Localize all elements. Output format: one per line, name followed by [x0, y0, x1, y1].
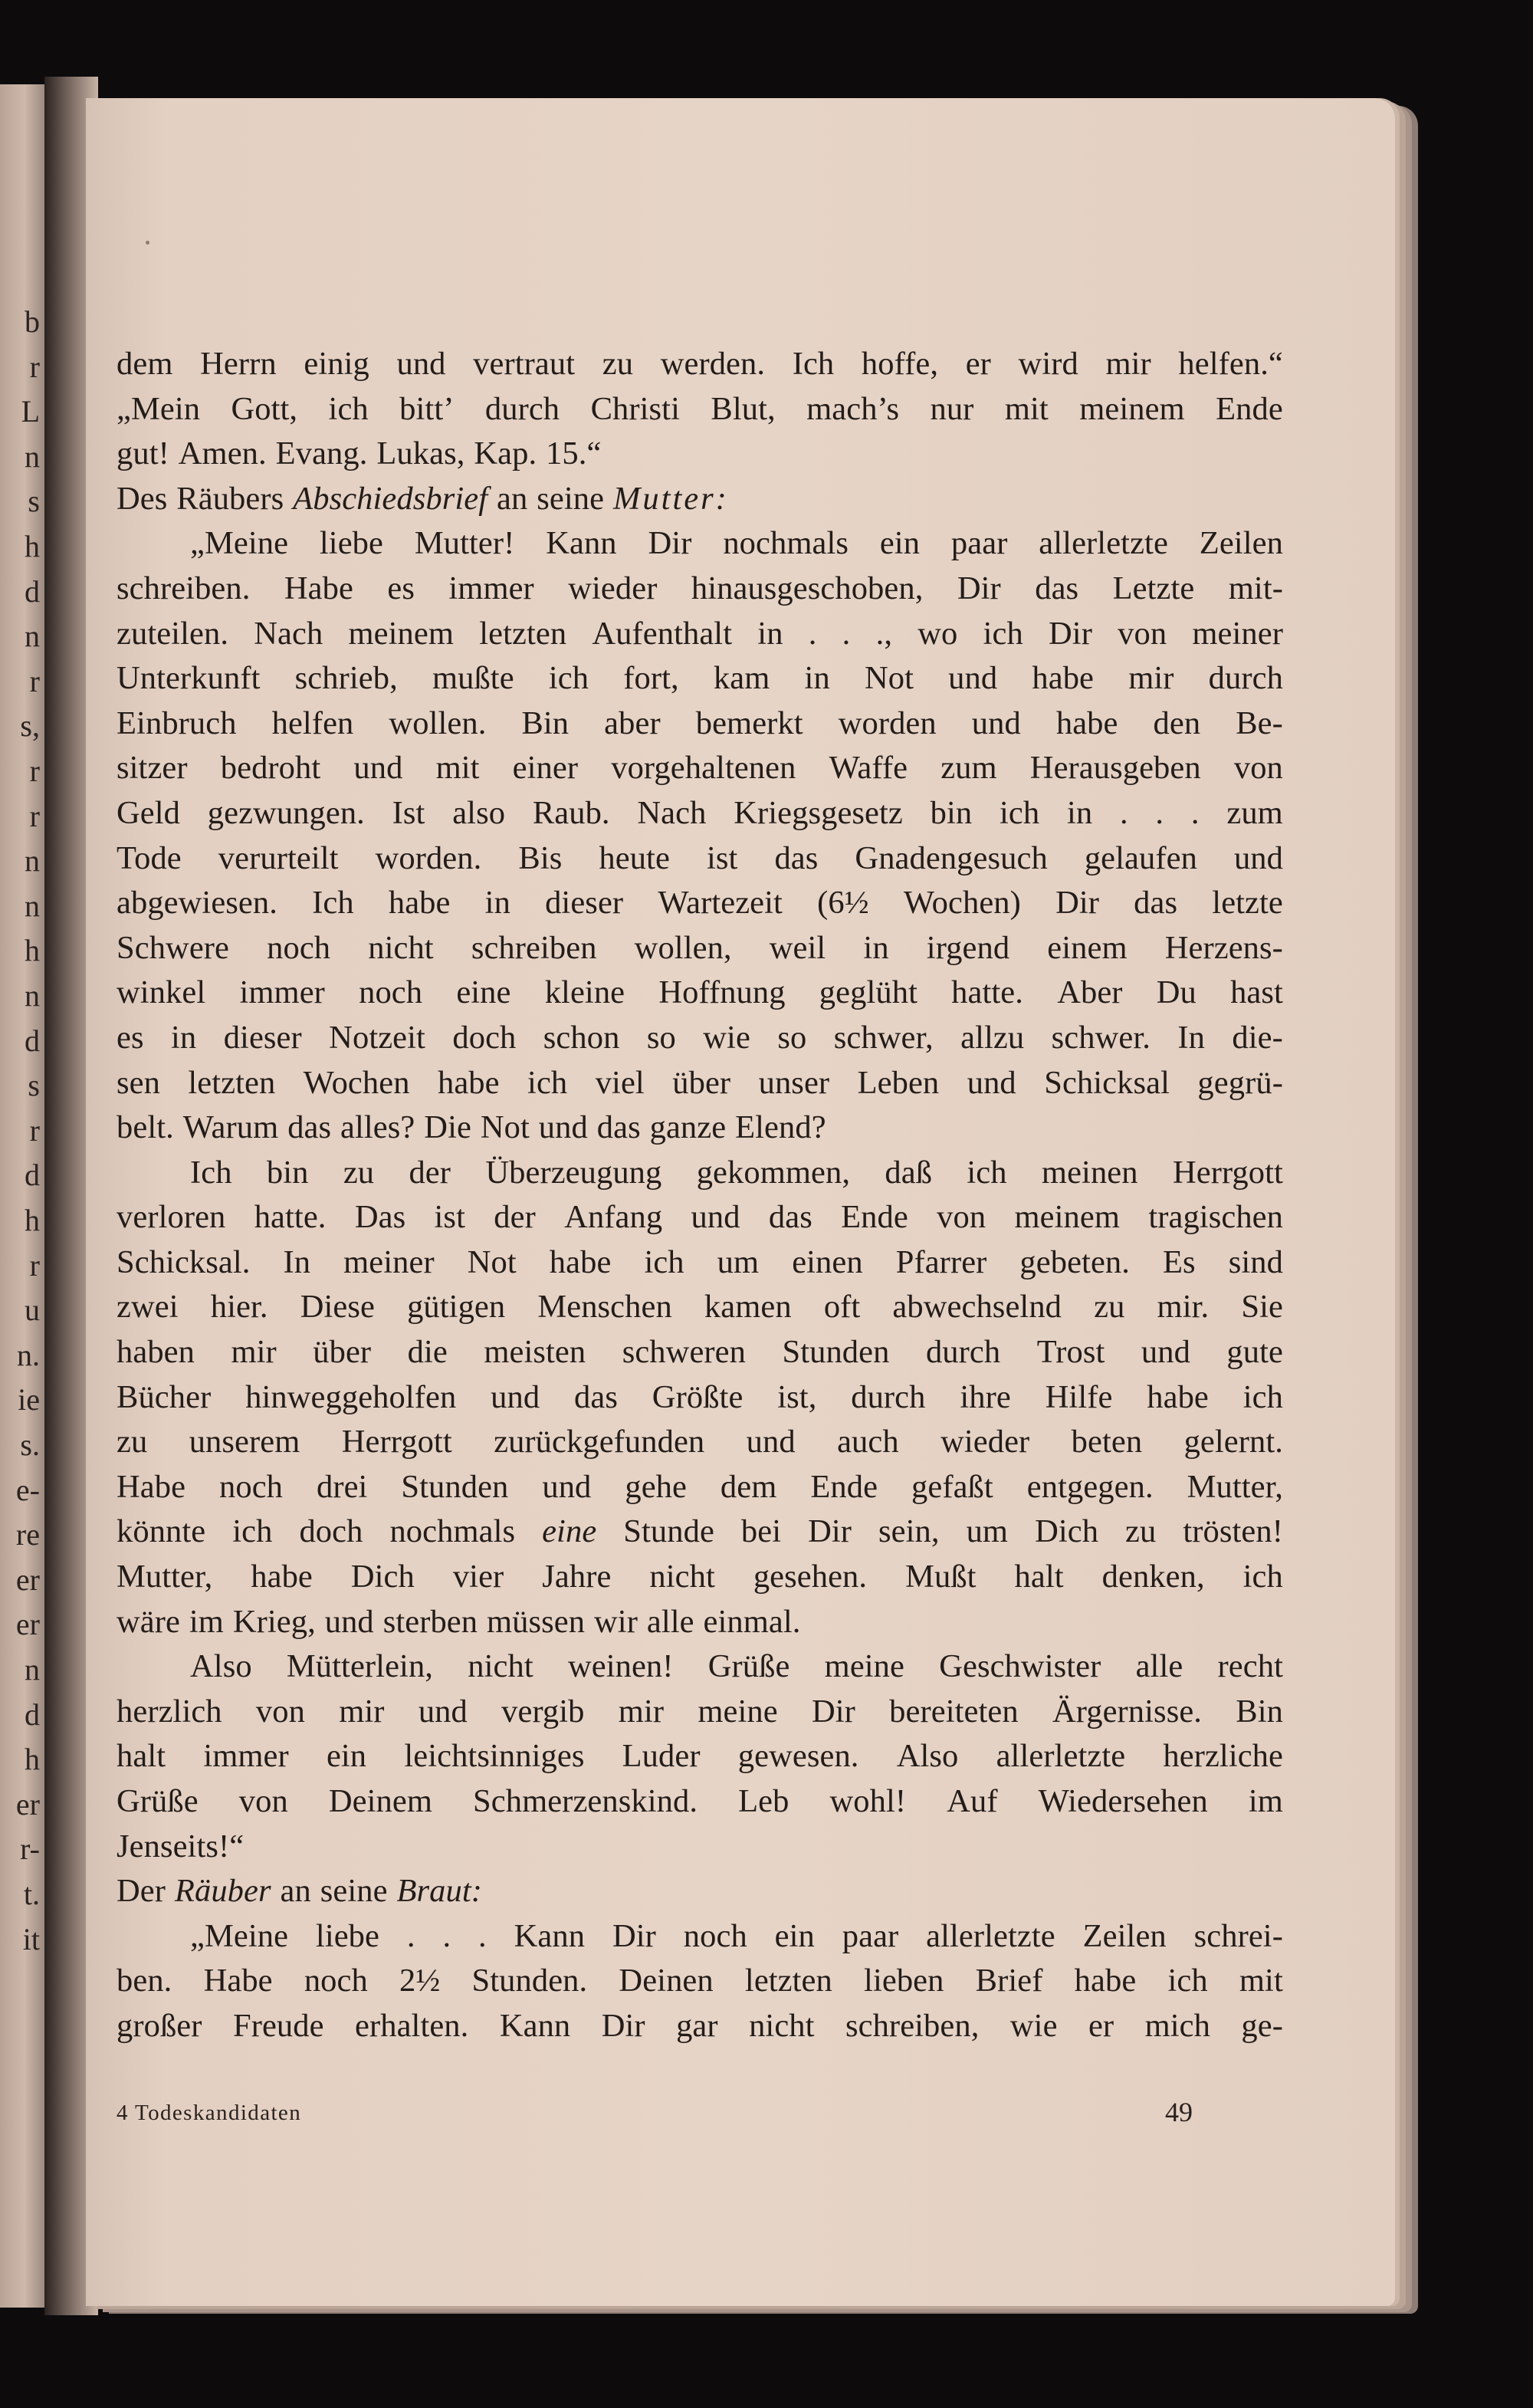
text-line: Schicksal. In meiner Not habe ich um einen Pfarrer gebeten. Es sind	[117, 1243, 1283, 1280]
prev-page-fragment: e-	[15, 1472, 40, 1507]
text-line: Des Räubers Abschiedsbrief an seine Mutter:	[117, 480, 729, 517]
book-page	[86, 98, 1395, 2306]
prev-page-fragment: r-	[20, 1831, 40, 1867]
prev-page-fragment: n	[25, 978, 40, 1013]
text-line: Der Räuber an seine Braut:	[117, 1873, 483, 1910]
prev-page-fragment: r	[29, 663, 40, 698]
previous-page-edge	[0, 84, 44, 2308]
text-line: Einbruch helfen wollen. Bin aber bemerkt worden und habe den Be-	[117, 705, 1283, 741]
text-line: zuteilen. Nach meinem letzten Aufenthalt in . . ., wo ich Dir von meiner	[117, 615, 1283, 652]
text-line: herzlich von mir und vergib mir meine Dir bereiteten Ärgernisse. Bin	[117, 1693, 1283, 1730]
prev-page-fragment: u	[25, 1293, 40, 1328]
prev-page-fragment: n	[25, 1652, 40, 1687]
text-line: zwei hier. Diese gütigen Menschen kamen oft abwechselnd zu mir. Sie	[117, 1289, 1283, 1326]
text-line: abgewiesen. Ich habe in dieser Wartezeit (6½ Wochen) Dir das letzte	[117, 885, 1283, 921]
prev-page-fragment: L	[21, 394, 40, 429]
prev-page-fragment: n.	[17, 1337, 40, 1372]
text-line: wäre im Krieg, und sterben müssen wir alle einmal.	[117, 1603, 801, 1640]
body-text	[117, 342, 1283, 2049]
text-line: Also Mütterlein, nicht weinen! Grüße meine Geschwister alle recht	[190, 1648, 1283, 1685]
text-line: Tode verurteilt worden. Bis heute ist das Gnadengesuch gelaufen und	[117, 839, 1283, 876]
text-line: Habe noch drei Stunden und gehe dem Ende gefaßt entgegen. Mutter,	[117, 1468, 1283, 1505]
prev-page-fragment: ie	[18, 1382, 40, 1418]
text-line: „Meine liebe . . . Kann Dir noch ein paar allerletzte Zeilen schrei-	[190, 1917, 1283, 1954]
text-line: verloren hatte. Das ist der Anfang und das Ende von meinem tragischen	[117, 1199, 1283, 1236]
prev-page-fragment: s,	[20, 708, 40, 744]
text-line: winkel immer noch eine kleine Hoffnung geglüht hatte. Aber Du hast	[117, 974, 1283, 1011]
prev-page-fragment: n	[25, 888, 40, 923]
text-line: ben. Habe noch 2½ Stunden. Deinen letzten lieben Brief habe ich mit	[117, 1963, 1283, 1999]
text-line: könnte ich doch nochmals eine Stunde bei Dir sein, um Dich zu trösten!	[117, 1513, 1283, 1550]
prev-page-fragment: s	[28, 1068, 40, 1103]
text-line: Bücher hinweggeholfen und das Größte ist, durch ihre Hilfe habe ich	[117, 1378, 1283, 1415]
prev-page-fragment: h	[25, 933, 40, 968]
prev-page-fragment: r	[29, 754, 40, 788]
prev-page-fragment: s	[28, 484, 40, 519]
prev-page-fragment: b	[25, 304, 40, 339]
prev-page-fragment: d	[25, 1158, 40, 1193]
page-number: 49	[1165, 2097, 1193, 2127]
signature-mark: 4 Todeskandidaten	[117, 2101, 302, 2125]
text-line: dem Herrn einig und vertraut zu werden. Ich hoffe, er wird mir helfen.“	[117, 346, 1283, 382]
text-line: gut! Amen. Evang. Lukas, Kap. 15.“	[117, 435, 602, 472]
prev-page-fragment: d	[25, 1023, 40, 1058]
prev-page-fragment: n	[25, 439, 40, 474]
text-line: Unterkunft schrieb, mußte ich fort, kam in Not und habe mir durch	[117, 660, 1283, 697]
prev-page-fragment: re	[15, 1517, 40, 1552]
prev-page-fragment: er	[15, 1562, 40, 1597]
prev-page-fragment: er	[15, 1786, 40, 1822]
text-line: Jenseits!“	[117, 1828, 245, 1864]
text-line: schreiben. Habe es immer wieder hinausgeschoben, Dir das Letzte mit-	[117, 570, 1283, 606]
prev-page-fragment: h	[25, 1742, 40, 1777]
prev-page-fragment: h	[25, 1203, 40, 1237]
prev-page-fragment: r	[29, 349, 40, 384]
text-line: Ich bin zu der Überzeugung gekommen, daß ich meinen Herrgott	[190, 1154, 1283, 1191]
prev-page-fragment: n	[25, 619, 40, 654]
prev-page-fragment: t.	[23, 1877, 40, 1911]
text-line: es in dieser Notzeit doch schon so wie so schwer, allzu schwer. In die-	[117, 1019, 1283, 1056]
prev-page-fragment: h	[25, 529, 40, 563]
text-line: belt. Warum das alles? Die Not und das ganze Elend?	[117, 1109, 826, 1146]
text-line: sen letzten Wochen habe ich viel über unser Leben und Schicksal gegrü-	[117, 1064, 1283, 1101]
text-line: „Meine liebe Mutter! Kann Dir nochmals ein paar allerletzte Zeilen	[190, 525, 1283, 562]
text-line: Grüße von Deinem Schmerzenskind. Leb wohl! Auf Wiedersehen im	[117, 1783, 1283, 1819]
text-line: „Mein Gott, ich bitt’ durch Christi Blut, mach’s nur mit meinem Ende	[117, 390, 1283, 427]
text-line: Schwere noch nicht schreiben wollen, weil in irgend einem Herzens-	[117, 929, 1283, 966]
prev-page-fragment: it	[22, 1921, 40, 1956]
prev-page-fragment: r	[29, 1112, 40, 1148]
prev-page-fragment: er	[15, 1607, 40, 1642]
prev-page-fragment: r	[29, 1247, 40, 1283]
prev-page-fragment: s.	[20, 1427, 40, 1462]
text-line: Mutter, habe Dich vier Jahre nicht gesehen. Mußt halt denken, ich	[117, 1559, 1283, 1595]
paper-speck	[146, 241, 149, 245]
text-line: großer Freude erhalten. Kann Dir gar nicht schreiben, wie er mich ge-	[117, 2007, 1283, 2044]
text-line: zu unserem Herrgott zurückgefunden und auch wieder beten gelernt.	[117, 1424, 1283, 1460]
text-line: halt immer ein leichtsinniges Luder gewesen. Also allerletzte herzliche	[117, 1738, 1283, 1775]
prev-page-fragment: n	[25, 843, 40, 879]
prev-page-fragment: d	[25, 573, 40, 609]
text-line: haben mir über die meisten schweren Stunden durch Trost und gute	[117, 1334, 1283, 1371]
text-line: Geld gezwungen. Ist also Raub. Nach Kriegsgesetz bin ich in . . . zum	[117, 794, 1283, 831]
prev-page-fragment: r	[29, 798, 40, 833]
text-line: sitzer bedroht und mit einer vorgehaltenen Waffe zum Herausgeben von	[117, 750, 1283, 787]
prev-page-fragment: d	[25, 1697, 40, 1732]
